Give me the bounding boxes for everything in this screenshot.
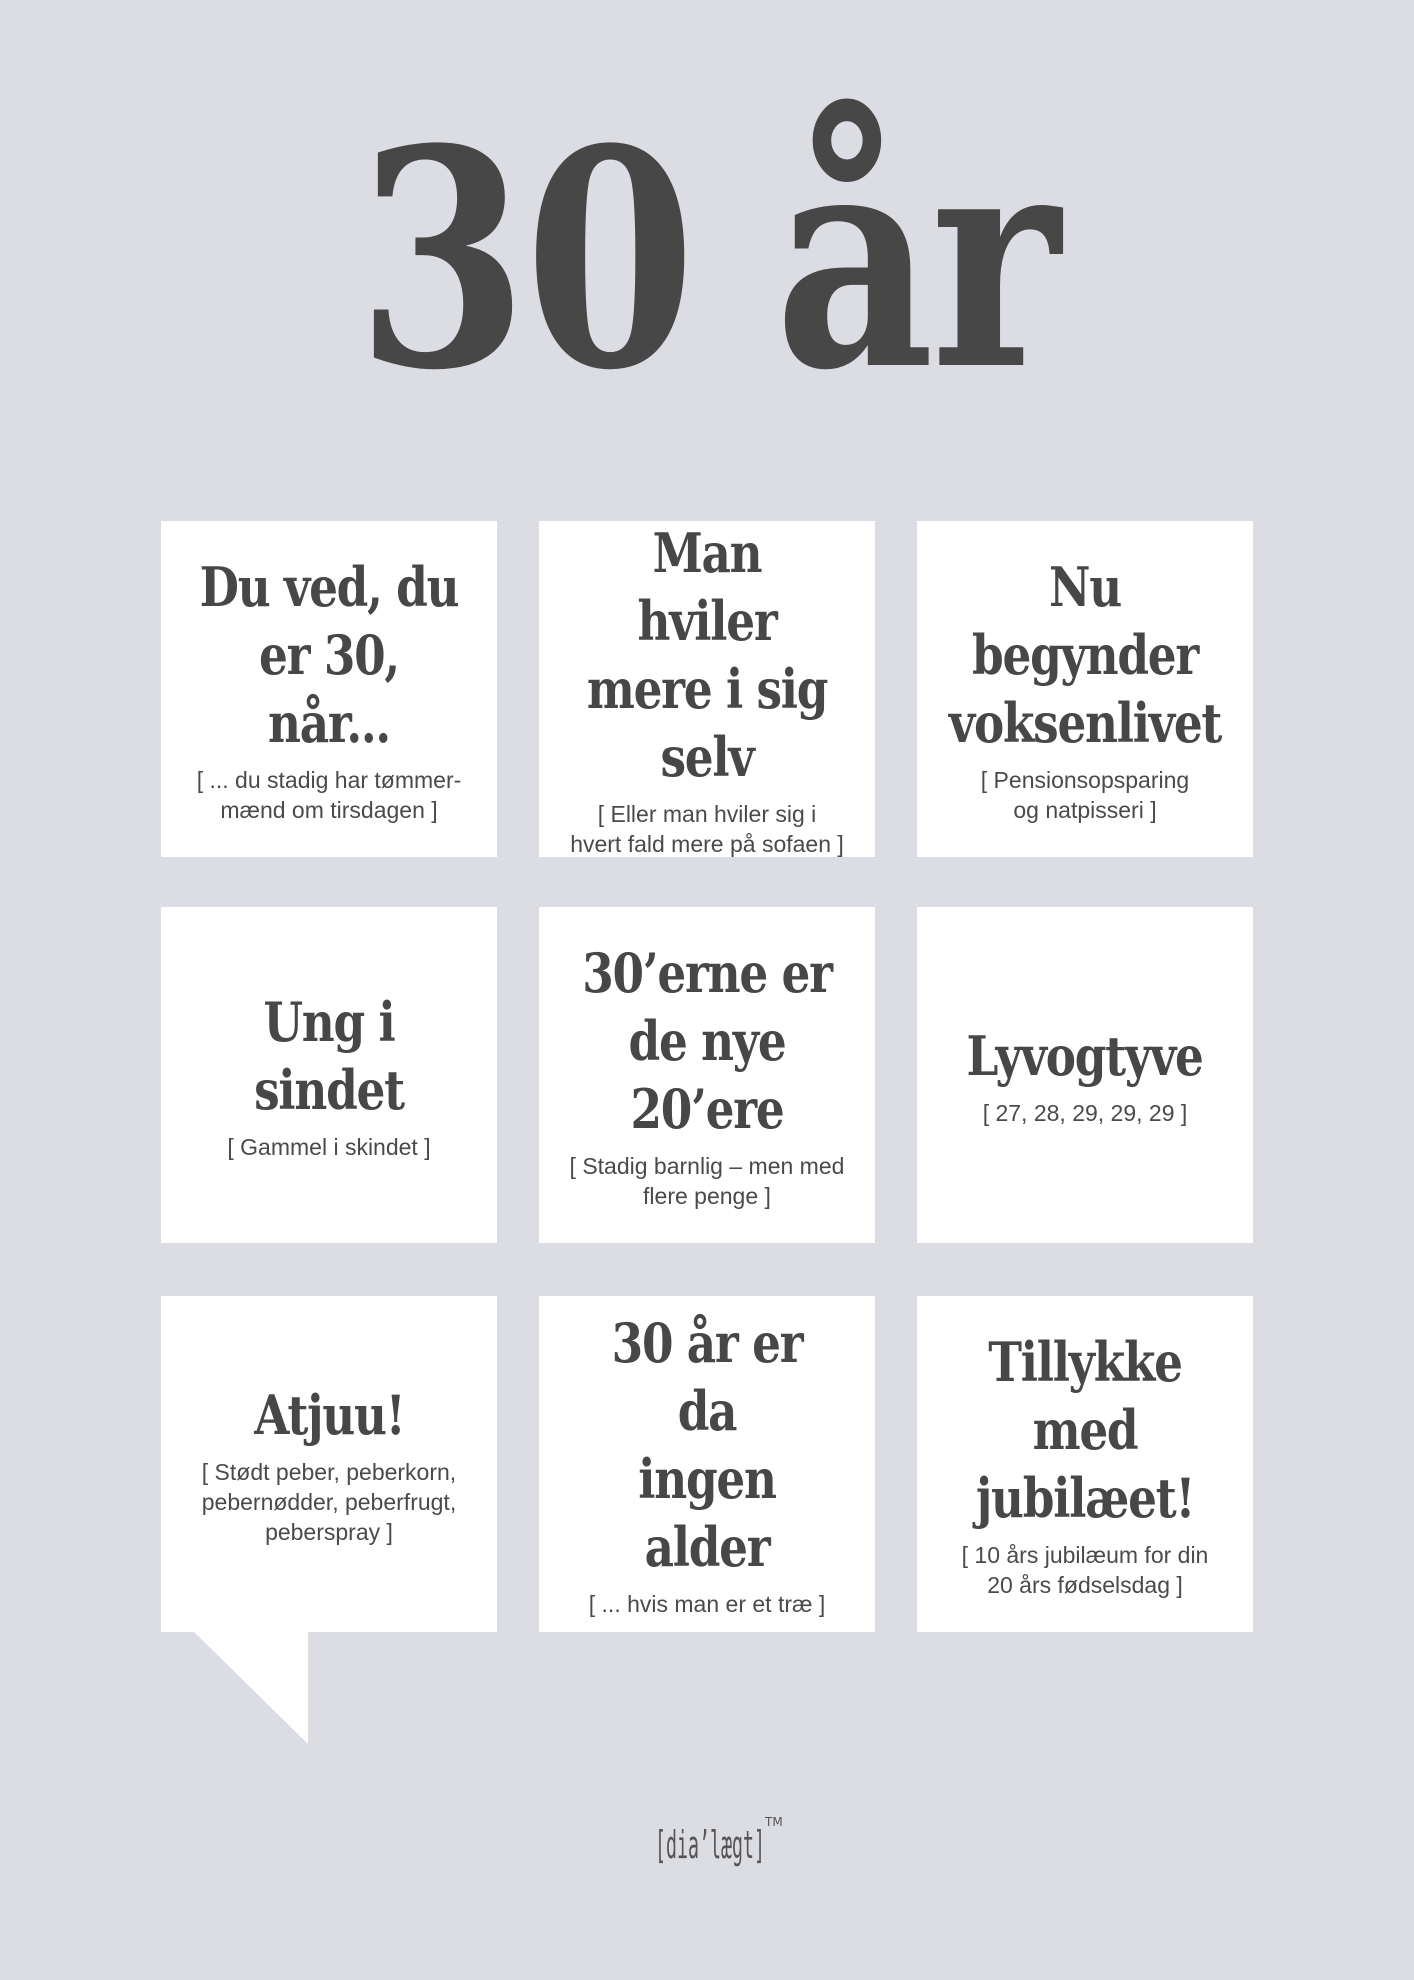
tile-heading: 30 år er da ingen alder bbox=[611, 1311, 803, 1579]
tile-heading: Lyvogtyve bbox=[966, 1024, 1204, 1088]
logo-text: [dia’lægt] bbox=[655, 1823, 765, 1867]
tile-heading: Man hviler mere i sig selv bbox=[586, 521, 828, 789]
tile-heading: Du ved, du er 30, når... bbox=[199, 555, 459, 755]
brand-logo bbox=[647, 1800, 787, 1880]
tile-note: [ 27, 28, 29, 29, 29 ] bbox=[982, 1100, 1188, 1126]
tile-heading: Atjuu! bbox=[253, 1383, 405, 1447]
tile-atjuu bbox=[161, 1296, 497, 1632]
tile-note: [ Pensionsopsparing og natpisseri ] bbox=[980, 767, 1190, 823]
tile-rest-in-yourself bbox=[539, 521, 875, 857]
tile-note: [ Stødt peber, peberkorn, pebernødder, peberfrugt, peberspray ] bbox=[201, 1459, 457, 1545]
tile-note: [ Stadig barnlig – men med flere penge ] bbox=[569, 1153, 845, 1209]
tile-young-at-heart bbox=[161, 907, 497, 1243]
tile-note: [ 10 års jubilæum for din 20 års fødselsdag ] bbox=[961, 1542, 1209, 1598]
tile-note: [ Gammel i skindet ] bbox=[227, 1134, 431, 1160]
tile-note: [ Eller man hviler sig i hvert fald mere på sofaen ] bbox=[570, 801, 844, 857]
tile-note: [ ... hvis man er et træ ] bbox=[588, 1591, 826, 1617]
tile-thirty-is-no-age bbox=[539, 1296, 875, 1632]
tile-heading: Tillykke med jubilæet! bbox=[975, 1330, 1195, 1530]
tile-heading: Nu begynder voksenlivet bbox=[948, 555, 1222, 755]
poster-title: 30 år bbox=[356, 83, 1058, 436]
tile-note: [ ... du stadig har tømmer- mænd om tirsdagen ] bbox=[196, 767, 462, 823]
tile-heading: 30’erne er de nye 20’ere bbox=[582, 941, 832, 1141]
tile-heading: Ung i sindet bbox=[254, 990, 404, 1122]
tile-thirties-new-twenties bbox=[539, 907, 875, 1243]
tile-you-know-you-are-30 bbox=[161, 521, 497, 857]
tile-lyvogtyve bbox=[917, 907, 1253, 1243]
logo-trademark: TM bbox=[765, 1815, 783, 1829]
tile-adult-life-begins bbox=[917, 521, 1253, 857]
tile-congratulations bbox=[917, 1296, 1253, 1632]
